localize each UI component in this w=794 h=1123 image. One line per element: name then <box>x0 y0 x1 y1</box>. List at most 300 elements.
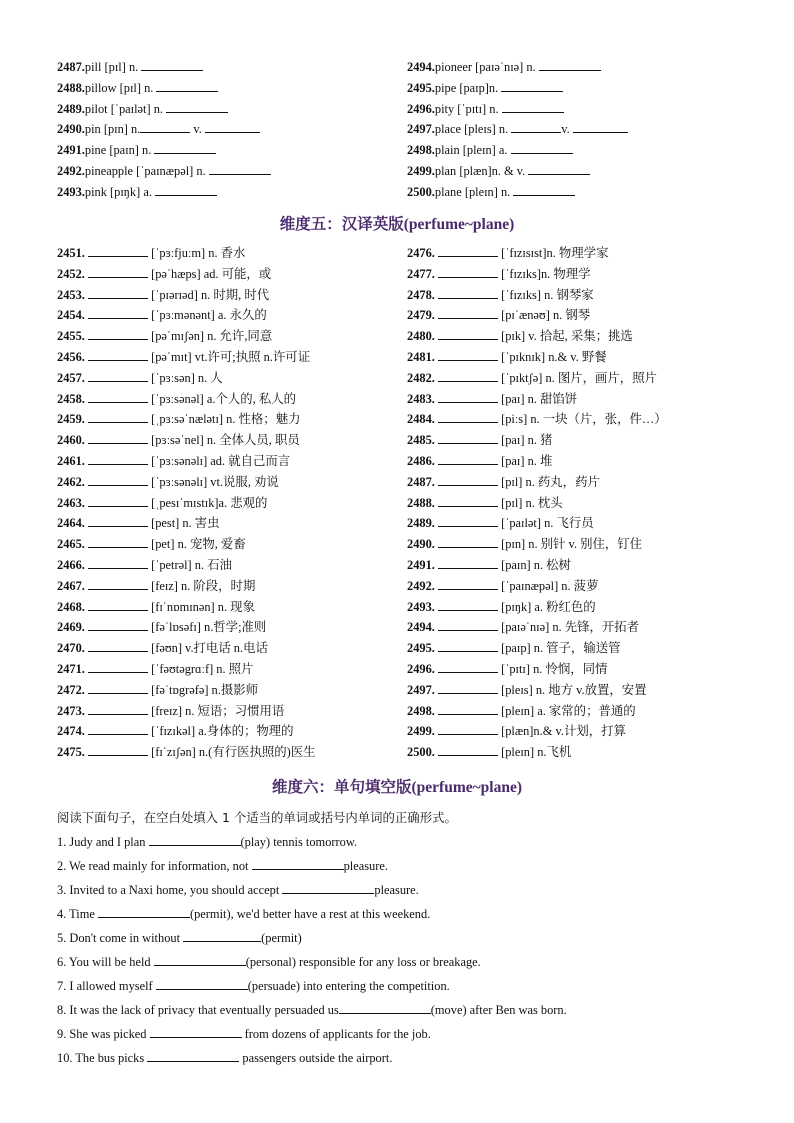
entry-number: 2498. <box>407 703 438 718</box>
entry-text: [pɪn] n. 别针 v. 别住，钉住 <box>497 537 643 552</box>
word-entry-right <box>407 78 757 99</box>
entry-text: [pet] n. 宠物, 爱畜 <box>147 537 246 552</box>
translation-entry-right <box>407 264 757 285</box>
answer-blank[interactable] <box>88 371 148 382</box>
answer-blank[interactable] <box>438 329 498 340</box>
translation-entry-left <box>57 617 407 638</box>
entry-text: plane [pleɪn] n. <box>434 184 514 199</box>
entry-number: 2489. <box>57 101 85 116</box>
translation-row <box>57 742 757 763</box>
answer-blank[interactable] <box>149 835 241 846</box>
entry-text-pos: v. <box>190 122 205 137</box>
sentence-text: (personal) responsible for any loss or breakage. <box>245 955 481 969</box>
entry-number: 2465. <box>57 537 88 552</box>
answer-blank[interactable] <box>438 600 498 611</box>
entry-text: [pleɪn] n.飞机 <box>497 745 572 760</box>
entry-text: pity [ˈpɪtɪ] n. <box>434 101 502 116</box>
translation-row <box>57 638 757 659</box>
entry-text: [ˈpɜːfjuːm] n. 香水 <box>147 246 246 260</box>
entry-text: [paɪ] n. 猪 <box>497 433 553 448</box>
answer-blank[interactable] <box>166 102 228 113</box>
word-entry-left <box>57 119 407 140</box>
answer-blank[interactable] <box>438 412 498 423</box>
entry-text: [pest] n. 害虫 <box>147 516 220 531</box>
word-entry-right <box>407 99 757 120</box>
translation-entry-left <box>57 659 407 680</box>
answer-blank[interactable] <box>438 537 498 548</box>
answer-blank[interactable] <box>438 350 498 361</box>
entry-number: 2494. <box>407 620 438 635</box>
entry-text: [pɪl] n. 枕头 <box>497 495 563 510</box>
word-row <box>57 57 757 78</box>
translation-row <box>57 701 757 722</box>
answer-blank[interactable] <box>438 454 498 465</box>
entry-text: [ˈpɪərɪəd] n. 时期, 时代 <box>147 287 270 302</box>
answer-blank[interactable] <box>88 683 148 694</box>
entry-number: 2479. <box>407 308 438 323</box>
entry-number: 2471. <box>57 661 88 676</box>
translation-entry-left <box>57 264 407 285</box>
word-entry-right <box>407 182 757 203</box>
translation-entry-right <box>407 409 757 430</box>
translation-row <box>57 513 757 534</box>
answer-blank[interactable] <box>573 122 628 133</box>
answer-blank[interactable] <box>438 288 498 299</box>
sentence-text: 9. She was picked <box>57 1027 150 1041</box>
sentence-9 <box>57 1025 757 1043</box>
word-entry-left <box>57 99 407 120</box>
answer-blank[interactable] <box>438 683 498 694</box>
answer-blank[interactable] <box>88 329 148 340</box>
entry-text: [ˈpɜːmənənt] a. 永久的 <box>147 308 267 323</box>
answer-blank[interactable] <box>438 246 498 257</box>
translation-entry-right <box>407 721 757 742</box>
entry-number: 2500. <box>407 745 438 760</box>
answer-blank[interactable] <box>88 433 148 444</box>
translation-entry-right <box>407 701 757 722</box>
answer-blank[interactable] <box>88 267 148 278</box>
answer-blank[interactable] <box>438 724 498 735</box>
answer-blank[interactable] <box>88 392 148 403</box>
sentence-text: (move) after Ben was born. <box>430 1003 567 1017</box>
entry-text: pink [pɪŋk] a. <box>84 184 156 199</box>
entry-text: [pɪˈænəʊ] n. 钢琴 <box>497 308 591 323</box>
section5-title-en: (perfume~plane) <box>403 216 515 233</box>
entry-number: 2495. <box>407 641 438 656</box>
entry-text: [fɪˈnɒmɪnən] n. 现象 <box>147 599 255 614</box>
translation-entry-left <box>57 368 407 389</box>
sentence-text: (persuade) into entering the competition. <box>247 979 450 993</box>
entry-number: 2455. <box>57 329 88 344</box>
answer-blank[interactable] <box>438 496 498 507</box>
translation-entry-left <box>57 597 407 618</box>
entry-number: 2497. <box>407 682 438 697</box>
entry-number: 2469. <box>57 620 88 635</box>
entry-number: 2475. <box>57 745 88 760</box>
entry-number: 2493. <box>407 599 438 614</box>
section6-title-en: (perfume~plane) <box>411 779 523 796</box>
entry-number: 2500. <box>407 184 435 199</box>
translation-entry-left <box>57 409 407 430</box>
entry-number: 2480. <box>407 329 438 344</box>
translation-row <box>57 472 757 493</box>
answer-blank[interactable] <box>156 81 218 92</box>
translation-entry-left <box>57 243 407 264</box>
entry-text-pos: v. <box>561 122 573 137</box>
entry-number: 2481. <box>407 349 438 364</box>
translation-entry-left <box>57 472 407 493</box>
entry-number: 2463. <box>57 495 88 510</box>
entry-number: 2457. <box>57 370 88 385</box>
entry-text: [paɪ] n. 甜馅饼 <box>497 391 578 406</box>
translation-row <box>57 597 757 618</box>
answer-blank[interactable] <box>150 1027 242 1038</box>
answer-blank[interactable] <box>88 600 148 611</box>
entry-number: 2467. <box>57 578 88 593</box>
translation-row <box>57 576 757 597</box>
answer-blank[interactable] <box>88 412 148 423</box>
answer-blank[interactable] <box>438 433 498 444</box>
entry-text: [freɪz] n. 短语；习惯用语 <box>147 703 285 718</box>
answer-blank[interactable] <box>511 143 573 154</box>
sentence-text: (permit), we'd better have a rest at this weekend. <box>189 907 431 921</box>
answer-blank[interactable] <box>438 641 498 652</box>
entry-text: [paɪn] n. 松树 <box>497 557 571 572</box>
entry-number: 2468. <box>57 599 88 614</box>
word-entry-left <box>57 182 407 203</box>
entry-text: pill [pɪl] n. <box>84 60 142 74</box>
answer-blank[interactable] <box>88 620 148 631</box>
translation-entry-right <box>407 680 757 701</box>
entry-number: 2491. <box>407 557 438 572</box>
translation-row <box>57 285 757 306</box>
entry-number: 2499. <box>407 163 435 178</box>
entry-text: [ˈfɪzɪsɪst]n. 物理学家 <box>497 246 609 260</box>
sentence-text: 8. It was the lack of privacy that eventually persuaded us <box>57 1003 339 1017</box>
answer-blank[interactable] <box>339 1003 431 1014</box>
answer-blank[interactable] <box>140 122 190 133</box>
answer-blank[interactable] <box>539 60 601 71</box>
entry-text: pilot [ˈpaɪlət] n. <box>84 101 167 116</box>
entry-number: 2493. <box>57 184 85 199</box>
entry-text: [ˈfɪzɪkəl] a.身体的；物理的 <box>147 724 294 739</box>
translation-row <box>57 617 757 638</box>
answer-blank[interactable] <box>438 620 498 631</box>
translation-row <box>57 451 757 472</box>
entry-text: [pleɪn] a. 家常的；普通的 <box>497 703 636 718</box>
answer-blank[interactable] <box>438 662 498 673</box>
entry-text: pine [paɪn] n. <box>84 143 155 158</box>
entry-text: [ˈpaɪnæpəl] n. 菠萝 <box>497 578 599 593</box>
translation-row <box>57 555 757 576</box>
answer-blank[interactable] <box>511 122 561 133</box>
translation-entry-right <box>407 742 757 763</box>
sentence-text: 7. I allowed myself <box>57 979 156 993</box>
entry-number: 2484. <box>407 412 438 427</box>
entry-text: [ˈpaɪlət] n. 飞行员 <box>497 516 594 531</box>
sentence-text: 4. Time <box>57 907 98 921</box>
translation-row <box>57 368 757 389</box>
answer-blank[interactable] <box>438 475 498 486</box>
translation-row <box>57 347 757 368</box>
entry-text: [fəˈlɒsəfɪ] n.哲学;准则 <box>147 620 267 635</box>
entry-number: 2488. <box>57 80 85 95</box>
sentence-7 <box>57 977 757 995</box>
entry-number: 2477. <box>407 266 438 281</box>
answer-blank[interactable] <box>88 745 148 756</box>
translation-entry-right <box>407 430 757 451</box>
answer-blank[interactable] <box>502 102 564 113</box>
answer-blank[interactable] <box>209 164 271 175</box>
answer-blank[interactable] <box>88 704 148 715</box>
entry-text: [ˈfəʊtəgrɑːf] n. 照片 <box>147 661 254 676</box>
translation-entry-left <box>57 742 407 763</box>
answer-blank[interactable] <box>88 662 148 673</box>
answer-blank[interactable] <box>282 883 374 894</box>
sentence-6 <box>57 953 757 971</box>
translation-entry-left <box>57 534 407 555</box>
answer-blank[interactable] <box>98 907 190 918</box>
translation-entry-right <box>407 368 757 389</box>
translation-entry-left <box>57 576 407 597</box>
entry-text: [ˈfɪzɪks] n. 钢琴家 <box>497 287 594 302</box>
translation-entry-right <box>407 659 757 680</box>
answer-blank[interactable] <box>156 979 248 990</box>
entry-text: pipe [paɪp]n. <box>434 80 502 95</box>
entry-number: 2496. <box>407 661 438 676</box>
translation-entry-left <box>57 285 407 306</box>
translation-row <box>57 534 757 555</box>
entry-text: [ˈpɜːsənəlɪ] vt.说服, 劝说 <box>147 474 279 489</box>
answer-blank[interactable] <box>88 579 148 590</box>
section6-instruction: 阅读下面句子，在空白处填入 1 个适当的单词或括号内单词的正确形式。 <box>57 810 457 825</box>
entry-number: 2487. <box>57 60 85 74</box>
answer-blank[interactable] <box>88 288 148 299</box>
word-entry-right <box>407 140 757 161</box>
translation-row <box>57 409 757 430</box>
translation-row <box>57 659 757 680</box>
entry-number: 2497. <box>407 122 435 137</box>
entry-number: 2490. <box>57 122 85 137</box>
entry-number: 2490. <box>407 537 438 552</box>
section5-title <box>0 212 794 234</box>
translation-row <box>57 243 757 264</box>
answer-blank[interactable] <box>88 724 148 735</box>
word-entry-left <box>57 140 407 161</box>
entry-number: 2492. <box>407 578 438 593</box>
word-entry-right <box>407 57 757 78</box>
entry-text: [ˈfɪzɪks]n. 物理学 <box>497 266 591 281</box>
answer-blank[interactable] <box>438 579 498 590</box>
sentence-text: 2. We read mainly for information, not <box>57 859 252 873</box>
word-row <box>57 119 757 140</box>
translation-entry-right <box>407 555 757 576</box>
entry-number: 2482. <box>407 370 438 385</box>
word-entry-left <box>57 57 407 78</box>
entry-number: 2472. <box>57 682 88 697</box>
answer-blank[interactable] <box>154 143 216 154</box>
translation-row <box>57 389 757 410</box>
answer-blank[interactable] <box>438 745 498 756</box>
answer-blank[interactable] <box>88 537 148 548</box>
sentence-text: pleasure. <box>343 859 388 873</box>
answer-blank[interactable] <box>501 81 563 92</box>
entry-text: [ˈpɪktʃə] n. 图片，画片，照片 <box>497 370 657 385</box>
answer-blank[interactable] <box>438 704 498 715</box>
entry-text: pin [pɪn] n. <box>84 122 141 137</box>
entry-text: place [pleɪs] n. <box>434 122 512 137</box>
sentence-text: 1. Judy and I plan <box>57 835 149 849</box>
translation-entry-right <box>407 285 757 306</box>
entry-text: [pɪk] v. 拾起, 采集；挑选 <box>497 329 633 344</box>
answer-blank[interactable] <box>438 392 498 403</box>
sentence-text: from dozens of applicants for the job. <box>241 1027 431 1041</box>
translation-entry-right <box>407 576 757 597</box>
entry-text: [ˌpɜːsəˈnælətɪ] n. 性格；魅力 <box>147 412 301 427</box>
translation-entry-left <box>57 347 407 368</box>
translation-entry-left <box>57 389 407 410</box>
entry-number: 2492. <box>57 163 85 178</box>
translation-row <box>57 680 757 701</box>
sentence-text: (permit) <box>261 931 302 945</box>
sentence-2 <box>57 857 757 875</box>
translation-row <box>57 493 757 514</box>
translation-entry-left <box>57 721 407 742</box>
translation-entry-right <box>407 513 757 534</box>
word-entry-left <box>57 78 407 99</box>
answer-blank[interactable] <box>88 496 148 507</box>
answer-blank[interactable] <box>183 931 261 942</box>
entry-text: [fəʊn] v.打电话 n.电话 <box>147 641 268 656</box>
answer-blank[interactable] <box>438 371 498 382</box>
entry-number: 2458. <box>57 391 88 406</box>
translation-entry-right <box>407 472 757 493</box>
translation-row <box>57 305 757 326</box>
translation-entry-right <box>407 305 757 326</box>
entry-text: [paɪ] n. 堆 <box>497 453 553 468</box>
answer-blank[interactable] <box>88 454 148 465</box>
entry-text: [feɪz] n. 阶段，时期 <box>147 578 256 593</box>
section5-title-zh: 维度五：汉译英版 <box>279 215 404 233</box>
section5-word-list <box>57 243 757 763</box>
sentence-text: passengers outside the airport. <box>239 1051 393 1065</box>
entry-number: 2462. <box>57 474 88 489</box>
translation-entry-right <box>407 347 757 368</box>
answer-blank[interactable] <box>88 558 148 569</box>
entry-number: 2495. <box>407 80 435 95</box>
entry-number: 2466. <box>57 557 88 572</box>
translation-entry-right <box>407 451 757 472</box>
entry-text: [piːs] n. 一块（片，张，件…） <box>497 412 667 427</box>
answer-blank[interactable] <box>141 60 203 71</box>
entry-text: [pəˈhæps] ad. 可能，或 <box>147 266 272 281</box>
entry-text: [ˈpɜːsən] n. 人 <box>147 370 223 385</box>
answer-blank[interactable] <box>252 859 344 870</box>
answer-blank[interactable] <box>88 350 148 361</box>
sentence-text: (play) tennis tomorrow. <box>240 835 358 849</box>
entry-number: 2491. <box>57 143 85 158</box>
translation-entry-left <box>57 326 407 347</box>
entry-text: [pɜːsəˈnel] n. 全体人员, 职员 <box>147 433 300 448</box>
translation-entry-left <box>57 305 407 326</box>
translation-entry-left <box>57 638 407 659</box>
answer-blank[interactable] <box>88 308 148 319</box>
entry-number: 2474. <box>57 724 88 739</box>
entry-number: 2486. <box>407 453 438 468</box>
entry-number: 2461. <box>57 453 88 468</box>
entry-number: 2489. <box>407 516 438 531</box>
entry-text: [ˌpesɪˈmɪstɪk]a. 悲观的 <box>147 495 268 510</box>
answer-blank[interactable] <box>528 164 590 175</box>
translation-row <box>57 430 757 451</box>
word-row <box>57 78 757 99</box>
translation-row <box>57 326 757 347</box>
answer-blank[interactable] <box>438 267 498 278</box>
translation-entry-left <box>57 555 407 576</box>
answer-blank[interactable] <box>438 558 498 569</box>
entry-number: 2476. <box>407 246 438 260</box>
entry-number: 2488. <box>407 495 438 510</box>
answer-blank[interactable] <box>88 246 148 257</box>
entry-number: 2453. <box>57 287 88 302</box>
answer-blank[interactable] <box>88 641 148 652</box>
entry-text: [paɪəˈnɪə] n. 先锋，开拓者 <box>497 620 640 635</box>
answer-blank[interactable] <box>513 185 575 196</box>
entry-text: [ˈpɪknɪk] n.& v. 野餐 <box>497 349 607 364</box>
sentence-text: 6. You will be held <box>57 955 154 969</box>
entry-number: 2473. <box>57 703 88 718</box>
translation-entry-right <box>407 326 757 347</box>
entry-text: plain [pleɪn] a. <box>434 143 511 158</box>
entry-text: pineapple [ˈpaɪnæpəl] n. <box>84 163 209 178</box>
entry-number: 2460. <box>57 433 88 448</box>
section6-title-zh: 维度六：单句填空版 <box>271 778 412 796</box>
entry-text: [ˈpɜːsənəl] a.个人的, 私人的 <box>147 391 296 406</box>
entry-number: 2470. <box>57 641 88 656</box>
answer-blank[interactable] <box>88 516 148 527</box>
entry-number: 2499. <box>407 724 438 739</box>
answer-blank[interactable] <box>438 516 498 527</box>
answer-blank[interactable] <box>147 1051 239 1062</box>
answer-blank[interactable] <box>205 122 260 133</box>
answer-blank[interactable] <box>155 185 217 196</box>
answer-blank[interactable] <box>438 308 498 319</box>
entry-text: [ˈpɪtɪ] n. 怜悯，同情 <box>497 661 608 676</box>
sentence-text: pleasure. <box>374 883 419 897</box>
translation-entry-right <box>407 534 757 555</box>
entry-number: 2454. <box>57 308 88 323</box>
answer-blank[interactable] <box>88 475 148 486</box>
translation-entry-right <box>407 617 757 638</box>
word-row <box>57 182 757 203</box>
answer-blank[interactable] <box>154 955 246 966</box>
sentence-10 <box>57 1049 757 1067</box>
sentence-5 <box>57 929 757 947</box>
entry-text: [paɪp] n. 管子，输送管 <box>497 641 621 656</box>
word-entry-left <box>57 161 407 182</box>
translation-entry-left <box>57 513 407 534</box>
entry-text: [fəˈtɒgrəfə] n.摄影师 <box>147 682 259 697</box>
word-entry-right <box>407 119 757 140</box>
translation-entry-right <box>407 493 757 514</box>
entry-text: [pəˈmɪʃən] n. 允许,同意 <box>147 329 273 344</box>
translation-entry-left <box>57 680 407 701</box>
entry-text: [fɪˈzɪʃən] n.(有行医执照的)医生 <box>147 745 316 760</box>
translation-entry-left <box>57 451 407 472</box>
sentence-text: 10. The bus picks <box>57 1051 148 1065</box>
entry-text: [plæn]n.& v.计划，打算 <box>497 724 626 739</box>
sentence-text: 5. Don't come in without <box>57 931 184 945</box>
